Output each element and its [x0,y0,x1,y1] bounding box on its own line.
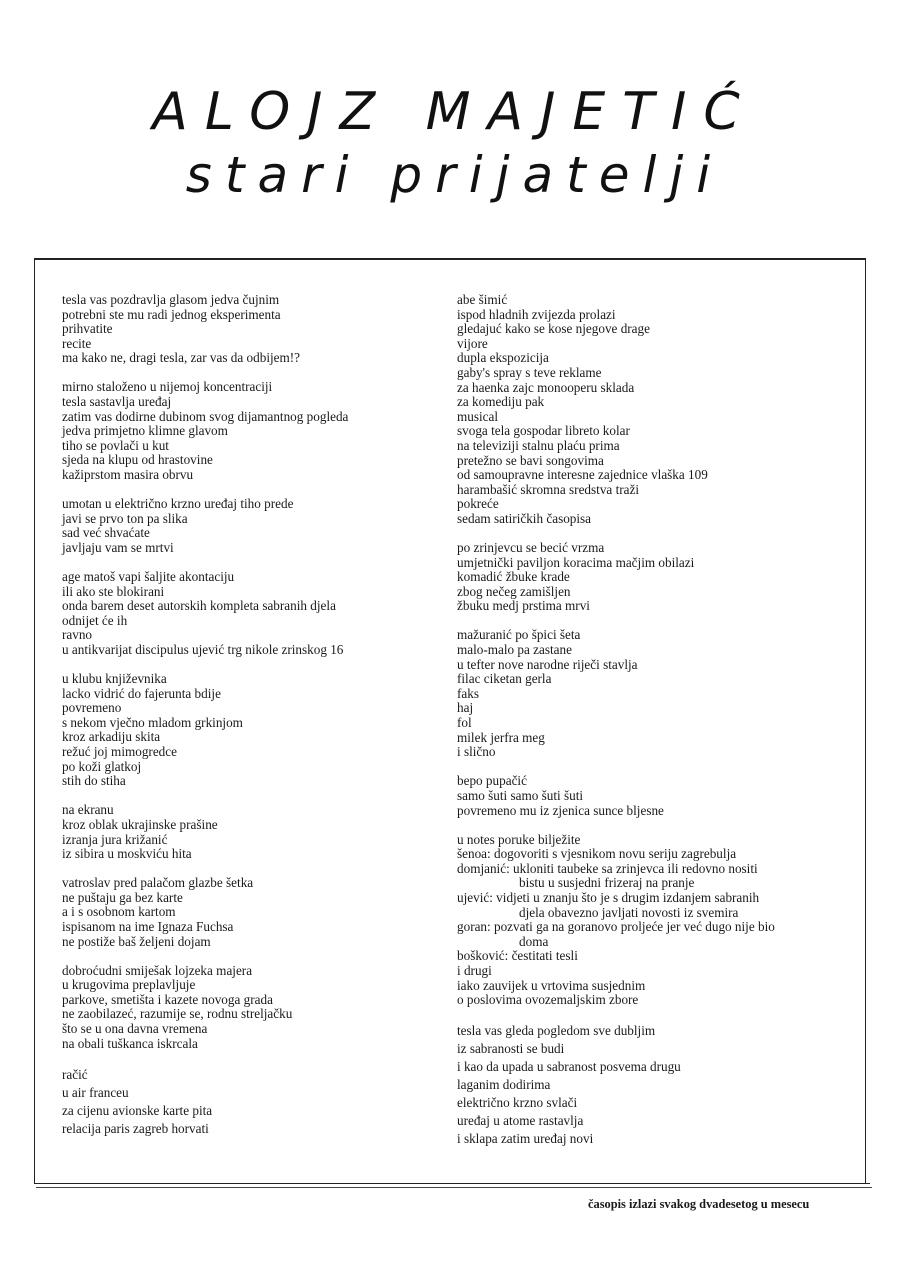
poem-line: onda barem deset autorskih kompleta sabranih djela [62,598,336,614]
poem-line: povremeno mu iz zjenica sunce bljesne [457,802,664,818]
poem-line: za komediju pak [457,394,545,410]
poem-line: a i s osobnom kartom [62,904,176,920]
frame-top-rule [34,258,866,260]
poem-line: lacko vidrić do fajerunta bdije [62,685,221,701]
poem-line: i slično [457,744,496,760]
poem-line: jedva primjetno klimne glavom [62,423,228,439]
poem-line: ispisanom na ime Ignaza Fuchsa [62,918,234,934]
poem-line: žbuku medj prstima mrvi [457,598,590,614]
poem-line: na obali tuškanca iskrcala [62,1035,198,1051]
stanza [457,541,857,614]
poem-line: u antikvarijat discipulus ujević trg nikole zrinskog 16 [62,641,344,657]
poem-line: komadić žbuke krade [457,569,570,585]
frame-right-rule [865,258,866,1184]
poem-line: povremeno [62,700,122,716]
poem-line: haj [457,700,474,716]
poem-line: domjanić: ukloniti taubeke sa zrinjevca ili redovno nositi [457,860,758,876]
poem-line: recite [62,335,92,351]
stanza [62,380,442,482]
poem-line: električno krzno svlači [457,1095,578,1111]
poem-line: harambašić skromna sredstva traži [457,481,639,497]
stanza [62,497,442,555]
poem-line: i sklapa zatim uređaj novi [457,1131,594,1147]
stanza [457,833,857,1008]
poem-line: što se u ona davna vremena [62,1021,208,1037]
poem-line: pretežno se bavi songovima [457,452,604,468]
poem-line: po koži glatkoj [62,758,142,774]
poem-line: pokreće [457,496,499,512]
poem-line: u notes poruke bilježite [457,831,581,847]
poem-line: u krugovima preplavljuje [62,977,196,993]
poem-line: sedam satiričkih časopisa [457,510,592,526]
poem-right-column [457,293,857,1163]
poem-line: ne zaobilazeć, razumije se, rodnu streljačku [62,1006,293,1022]
stanza [62,964,442,1052]
poem-line: faks [457,685,479,701]
poem-line: odnijet će ih [62,612,128,628]
stanza [62,293,442,366]
poem-line: račić [62,1066,88,1082]
stanza [457,628,857,759]
poem-line: ravno [62,627,93,643]
poem-line: potrebni ste mu radi jednog eksperimenta [62,306,281,322]
poem-line: mirno staloženo u nijemoj koncentraciji [62,379,273,395]
page-title-author: ALOJZ MAJETIĆ [152,82,757,142]
frame-bottom-rule [34,1183,870,1184]
poem-line: prihvatite [62,321,113,337]
poem-line: relacija paris zagreb horvati [62,1120,209,1136]
poem-line: doma [519,933,549,949]
poem-line: bošković: čestitati tesli [457,948,578,964]
poem-line: malo-malo pa zastane [457,642,572,658]
poem-line: ujević: vidjeti u znanju što je s drugim izdanjem sabranih [457,889,760,905]
poem-line: dobroćudni smiješak lojzeka majera [62,962,253,978]
stanza [62,1066,442,1138]
poem-line: s nekom vječno mladom grkinjom [62,714,243,730]
poem-line: stih do stiha [62,773,126,789]
stanza [62,672,442,789]
poem-line: umjetnički paviljon koracima mačjim obilazi [457,554,695,570]
poem-line: šenoa: dogovoriti s vjesnikom novu seriju zagrebulja [457,846,737,862]
poem-line: i drugi [457,962,492,978]
poem-line: režuć joj mimogredce [62,744,177,760]
poem-line: laganim dodirima [457,1077,551,1093]
poem-line: ne puštaju ga bez karte [62,889,183,905]
poem-left-column [62,293,442,1152]
poem-line: umotan u električno krzno uređaj tiho prede [62,496,294,512]
poem-line: iako zauvijek u vrtovima susjednim [457,977,646,993]
poem-line: fol [457,715,472,731]
poem-line: za haenka zajc monooperu sklada [457,379,635,395]
poem-line: sjeda na klupu od hrastovine [62,452,213,468]
poem-line: dupla ekspozicija [457,350,549,366]
frame-left-rule [34,258,35,1184]
poem-line: tiho se povlači u kut [62,437,169,453]
poem-line: bistu u susjedni frizeraj na pranje [519,875,695,891]
poem-line: po zrinjevcu se becić vrzma [457,540,605,555]
poem-line: filac ciketan gerla [457,671,552,687]
poem-line: milek jerfra meg [457,729,545,745]
poem-line: tesla vas gleda pogledom sve dubljim [457,1023,656,1039]
poem-line: izranja jura križanić [62,831,168,847]
poem-line: i kao da upada u sabranost posvema drugu [457,1059,681,1075]
poem-line: na televiziji stalnu plaću prima [457,437,620,453]
poem-line: svoga tela gospodar libreto kolar [457,423,630,439]
poem-line: iz sibira u moskviću hita [62,846,192,862]
page-title-poem: stari prijatelji [185,146,724,204]
poem-line: za cijenu avionske karte pita [62,1102,213,1118]
frame-bottom-shadow-rule [36,1187,872,1188]
poem-line: uređaj u atome rastavlja [457,1113,584,1129]
poem-line: kažiprstom masira obrvu [62,467,194,483]
poem-line: samo šuti samo šuti šuti [457,787,584,803]
poem-line: tesla sastavlja uređaj [62,394,172,410]
poem-line: age matoš vapi šaljite akontaciju [62,569,235,584]
poem-line: ne postiže baš željeni dojam [62,933,211,949]
stanza [62,876,442,949]
poem-line: sad već shvaćate [62,525,150,541]
poem-line: zbog nečeg zamišljen [457,583,571,599]
stanza [457,1022,857,1148]
stanza [457,293,857,527]
poem-line: u air franceu [62,1084,129,1100]
poem-line: djela obavezno javljati novosti iz svemira [519,904,739,920]
poem-line: abe šimić [457,292,508,307]
poem-line: kroz oblak ukrajinske prašine [62,816,218,832]
poem-line: javljaju vam se mrtvi [62,539,174,555]
poem-line: musical [457,408,499,424]
poem-line: o poslovima ovozemaljskim zbore [457,992,639,1008]
poem-line: javi se prvo ton pa slika [62,510,188,526]
poem-line: vatroslav pred palačom glazbe šetka [62,875,254,891]
poem-line: od samoupravne interesne zajednice vlaška 109 [457,467,708,483]
poem-line: goran: pozvati ga na goranovo proljeće jer već dugo nije bio [457,919,775,935]
footer-note: časopis izlazi svakog dvadesetog u mesecu [588,1197,810,1211]
poem-line: ispod hladnih zvijezda prolazi [457,306,616,322]
poem-line: ili ako ste blokirani [62,583,165,599]
poem-line: u klubu književnika [62,671,167,687]
stanza [62,803,442,861]
poem-line: parkove, smetišta i kazete novoga grada [62,991,273,1007]
stanza [457,774,857,818]
poem-line: u tefter nove narodne riječi stavlja [457,656,638,672]
poem-line: na ekranu [62,802,114,818]
poem-line: bepo pupačić [457,773,527,789]
poem-line: iz sabranosti se budi [457,1041,565,1057]
poem-line: mažuranić po špici šeta [457,627,581,643]
poem-line: zatim vas dodirne dubinom svog dijamantnog pogleda [62,408,349,424]
poem-line: vijore [457,335,488,351]
poem-line: gaby's spray s teve reklame [457,364,602,380]
stanza [62,570,442,658]
poem-line: gledajuć kako se kose njegove drage [457,321,650,337]
poem-line: kroz arkadiju skita [62,729,161,745]
poem-line: tesla vas pozdravlja glasom jedva čujnim [62,292,280,307]
poem-line: ma kako ne, dragi tesla, zar vas da odbijem!? [62,350,301,366]
